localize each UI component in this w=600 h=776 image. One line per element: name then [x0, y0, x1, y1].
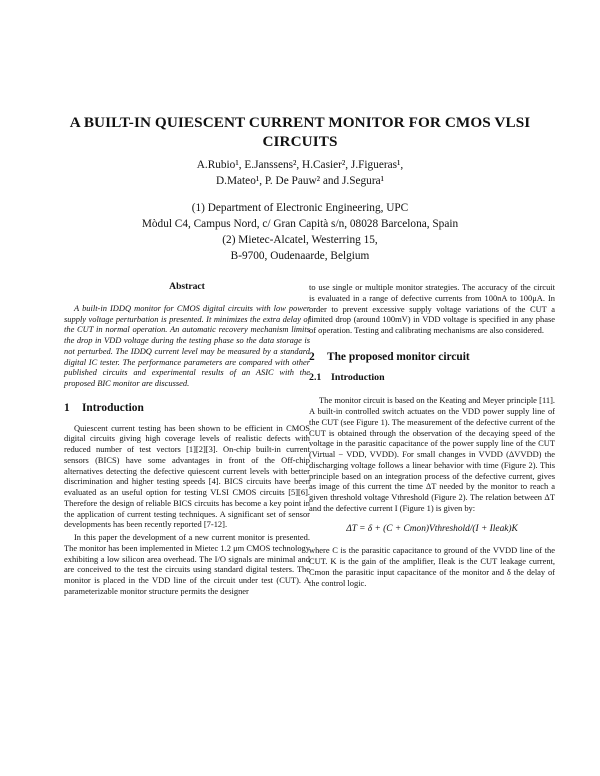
subsection-2-1-title: Introduction: [331, 371, 385, 383]
affiliation-2-address: B-9700, Oudenaarde, Belgium: [230, 250, 370, 262]
section-1-title: Introduction: [82, 401, 144, 414]
affiliation-1-address: Mòdul C4, Campus Nord, c/ Gran Capità s/n, 08028 Barcelona, Spain: [141, 218, 459, 230]
affiliation-1: (1) Department of Electronic Engineering, UPC: [191, 202, 409, 214]
section-1-paragraph-2-continued: to use single or multiple monitor strategies. The accuracy of the circuit is evaluated in a range of defective currents from 100nA to 100μA. In order to prevent excessive supply voltage variations of the CUT a limited drop (around 100mV) in VDD voltage is specified in any phase of operation. Testing and calibrating mechanisms are also considered.: [309, 282, 555, 335]
section-2-paragraph-2: where C is the parasitic capacitance to ground of the VVDD line of the CUT. K is the gain of the amplifier, Ileak is the CUT leakage current, Cmon the parasitic input capacitance of the monitor and δ the delay of the control logic.: [309, 545, 555, 588]
section-1-heading: [64, 403, 310, 414]
author-line-1: A.Rubio¹, E.Janssens², H.Casier², J.Figueras¹,: [196, 159, 404, 171]
affiliation-2: (2) Mietec-Alcatel, Westerring 15,: [222, 234, 378, 246]
right-column: [309, 282, 555, 588]
abstract-heading: Abstract: [169, 281, 205, 292]
abstract-text: A built-in IDDQ monitor for CMOS digital circuits with low power supply voltage perturbation is presented. It minimizes the extra delay of the CUT in normal operation. An automatic recovery mechanism limits the drop in VDD voltage during the testing phase so the data storage is not perturbed. The IDDQ current level may be measured by a standard digital IC tester. The performance parameters are compared with other published circuits and experimental results of an ASIC with the proposed BIC monitor are discussed.: [64, 302, 310, 388]
delta-t-equation: ΔT = δ + (C + Cmon)Vthreshold/(I + Ileak)K: [346, 523, 518, 534]
section-1-paragraph-1: Quiescent current testing has been shown to be efficient in CMOS digital circuits giving high coverage levels of realistic defects with reduced number of test vectors [1][2][3]. On-chip built-in current sensors (BICS) have some advantages in front of the Off-chip alternatives detecting the defective quiescent current levels with better discrimination and higher testing speeds [4]. BICS circuits have been evaluated as an useful option for testing VLSI CMOS circuits [5][6]. Therefore the design of reliable BICS circuits has become a key point in the application of current testing techniques. A significant set of sensor developments has been recently reported [7-12].: [64, 422, 310, 530]
paper-title: A BUILT-IN QUIESCENT CURRENT MONITOR FOR CMOS VLSI CIRCUITS: [69, 114, 531, 150]
author-list: [100, 157, 500, 189]
section-2-number: 2: [309, 350, 315, 363]
section-2-heading: [309, 352, 555, 363]
section-2-title: The proposed monitor circuit: [327, 350, 470, 363]
left-column: [64, 282, 310, 597]
author-line-2: D.Mateo¹, P. De Pauw² and J.Segura¹: [216, 175, 384, 187]
subsection-2-1-number: 2.1: [309, 371, 322, 383]
affiliations: [60, 200, 540, 264]
section-1-paragraph-2: In this paper the development of a new current monitor is presented. The monitor has been implemented in Mietec 1.2 μm CMOS technology exhibiting a low silicon area overhead. The I/O signals are minimal and are conceived to the test the circuits using standard digital testers. The monitor is placed in the VDD line of the circuit under test (CUT). A parameterizable monitor structure permits the designer: [64, 532, 310, 596]
section-1-number: 1: [64, 401, 70, 414]
section-2-paragraph-1: The monitor circuit is based on the Keating and Meyer principle [11]. A built-in controlled switch actuates on the VDD power supply line of the CUT (see Figure 1). The measurement of the defective current of the CUT is obtained through the observation of the decaying speed of the voltage in the parasitic capacitance of the power supply line of the CUT (Virtual − VDD, VVDD). For small changes in VVDD (ΔVVDD) the discharging voltage follows a linear behavior with time (Figure 2). This principle based on an integration process of the defective current, gives as image of this current the time ΔT needed by the monitor to reach a given threshold voltage Vthreshold (Figure 2). The relation between ΔT and the defective current I (Figure 1) is given by:: [309, 395, 555, 513]
subsection-2-1-heading: [309, 373, 555, 384]
